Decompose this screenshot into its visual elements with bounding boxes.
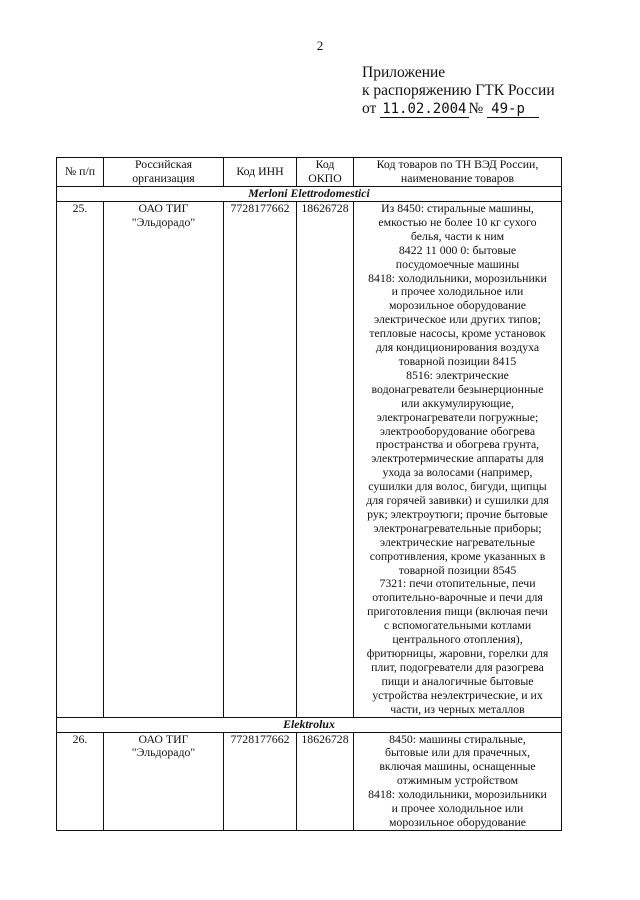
appendix-header <box>362 64 555 118</box>
goods-line: морозильное оборудование <box>388 814 527 829</box>
goods-line: сушилки для волос, бигуди, щипцы <box>368 479 547 494</box>
header-inn: Код ИНН <box>224 158 297 187</box>
goods-line: 8418: холодильники, морозильники <box>368 787 547 802</box>
goods-line: ухода за волосами (например, <box>382 465 533 480</box>
goods-line: 8516: электрические <box>406 367 509 382</box>
okpo-code: 18626728 <box>297 732 354 830</box>
organization-name: ОАО ТИГ "Эльдорадо" <box>104 732 224 830</box>
table-header-row <box>57 158 562 187</box>
goods-line: электронагревательные приборы; <box>373 520 542 535</box>
goods-line: посудомоечные машины <box>395 256 520 271</box>
goods-line: части, из черных металлов <box>390 701 525 716</box>
inn-code: 7728177662 <box>224 202 297 718</box>
group-row <box>57 187 562 202</box>
appendix-order-ref: к распоряжению ГТК России <box>362 82 555 99</box>
goods-line: электронагреватели погружные; <box>376 409 539 424</box>
okpo-code: 18626728 <box>297 202 354 718</box>
order-number: 49-р <box>487 101 539 118</box>
goods-line: отжимным устройством <box>396 773 519 788</box>
goods-line: электрооборудование обогрева <box>379 423 536 438</box>
goods-line: для кондиционирования воздуха <box>375 340 540 355</box>
goods-table-body <box>57 187 562 831</box>
goods-line: емкостью не более 10 кг сухого <box>378 214 537 229</box>
goods-line: отопительно-варочные и печи для <box>372 590 543 605</box>
goods-line: морозильное оборудование <box>388 298 527 313</box>
goods-line: 8450: машины стиральные, <box>389 731 526 746</box>
goods-line: Из 8450: стиральные машины, <box>381 201 534 215</box>
goods-line: и прочее холодильное или <box>391 284 524 299</box>
inn-code: 7728177662 <box>224 732 297 830</box>
number-prefix: № <box>468 100 484 117</box>
goods-line: товарной позиции 8415 <box>398 353 517 368</box>
goods-line: пищи и аналогичные бытовые <box>381 673 534 688</box>
header-goods: Код товаров по ТН ВЭД России, наименование товаров <box>354 158 562 187</box>
goods-line: белья, части к ним <box>410 228 505 243</box>
goods-line: рук; электроутюги; прочие бытовые <box>367 506 548 521</box>
appendix-title: Приложение <box>362 64 446 81</box>
goods-table <box>56 157 562 831</box>
page-number: 2 <box>316 38 324 53</box>
goods-line: приготовления пищи (включая печи <box>367 604 548 619</box>
goods-line: водонагреватели безынерционные <box>371 381 544 396</box>
appendix-date-line <box>362 100 555 118</box>
table-row <box>57 732 562 830</box>
row-number: 26. <box>57 732 104 830</box>
goods-line: устройства неэлектрические, и их <box>372 687 543 702</box>
manufacturer-title: Elektrolux <box>57 717 562 732</box>
goods-line: тепловые насосы, кроме установок <box>369 326 546 341</box>
goods-line: или аккумулирующие, <box>401 395 514 410</box>
order-date: 11.02.2004 <box>382 101 467 117</box>
manufacturer-title: Merloni Elettrodomestici <box>57 187 562 202</box>
goods-line: электрические нагревательные <box>380 534 535 549</box>
goods-line: товарной позиции 8545 <box>398 562 517 577</box>
goods-line: с вспомогательными котлами <box>383 618 532 633</box>
goods-line: и прочее холодильное или <box>391 801 524 816</box>
goods-description <box>354 202 562 718</box>
goods-description <box>354 732 562 830</box>
group-row <box>57 717 562 732</box>
goods-line: пространства и обогрева грунта, <box>375 437 540 452</box>
goods-line: сопротивления, кроме указанных в <box>369 548 546 563</box>
goods-line: электрическое или других типов; <box>374 312 541 327</box>
table-row <box>57 202 562 718</box>
goods-line: центрального отопления), <box>392 632 523 647</box>
goods-line: плит, подогреватели для разогрева <box>371 659 544 674</box>
goods-line: включая машины, оснащенные <box>379 759 536 774</box>
goods-line: 8418: холодильники, морозильники <box>368 270 547 285</box>
header-organization: Российская организация <box>104 158 224 187</box>
goods-line: 8422 11 000 0: бытовые <box>398 242 517 257</box>
goods-line: фритюрницы, жаровни, горелки для <box>366 646 549 660</box>
goods-line: 7321: печи отопительные, печи <box>379 576 536 591</box>
organization-name: ОАО ТИГ "Эльдорадо" <box>104 202 224 718</box>
goods-line: электротермические аппараты для <box>371 451 544 466</box>
header-number: № п/п <box>57 158 104 187</box>
goods-line: бытовые или для прачечных, <box>384 745 531 760</box>
goods-line: для горячей завивки) и сушилки для <box>366 493 549 508</box>
header-okpo: Код ОКПО <box>297 158 354 187</box>
row-number: 25. <box>57 202 104 718</box>
date-prefix: от <box>362 100 377 117</box>
